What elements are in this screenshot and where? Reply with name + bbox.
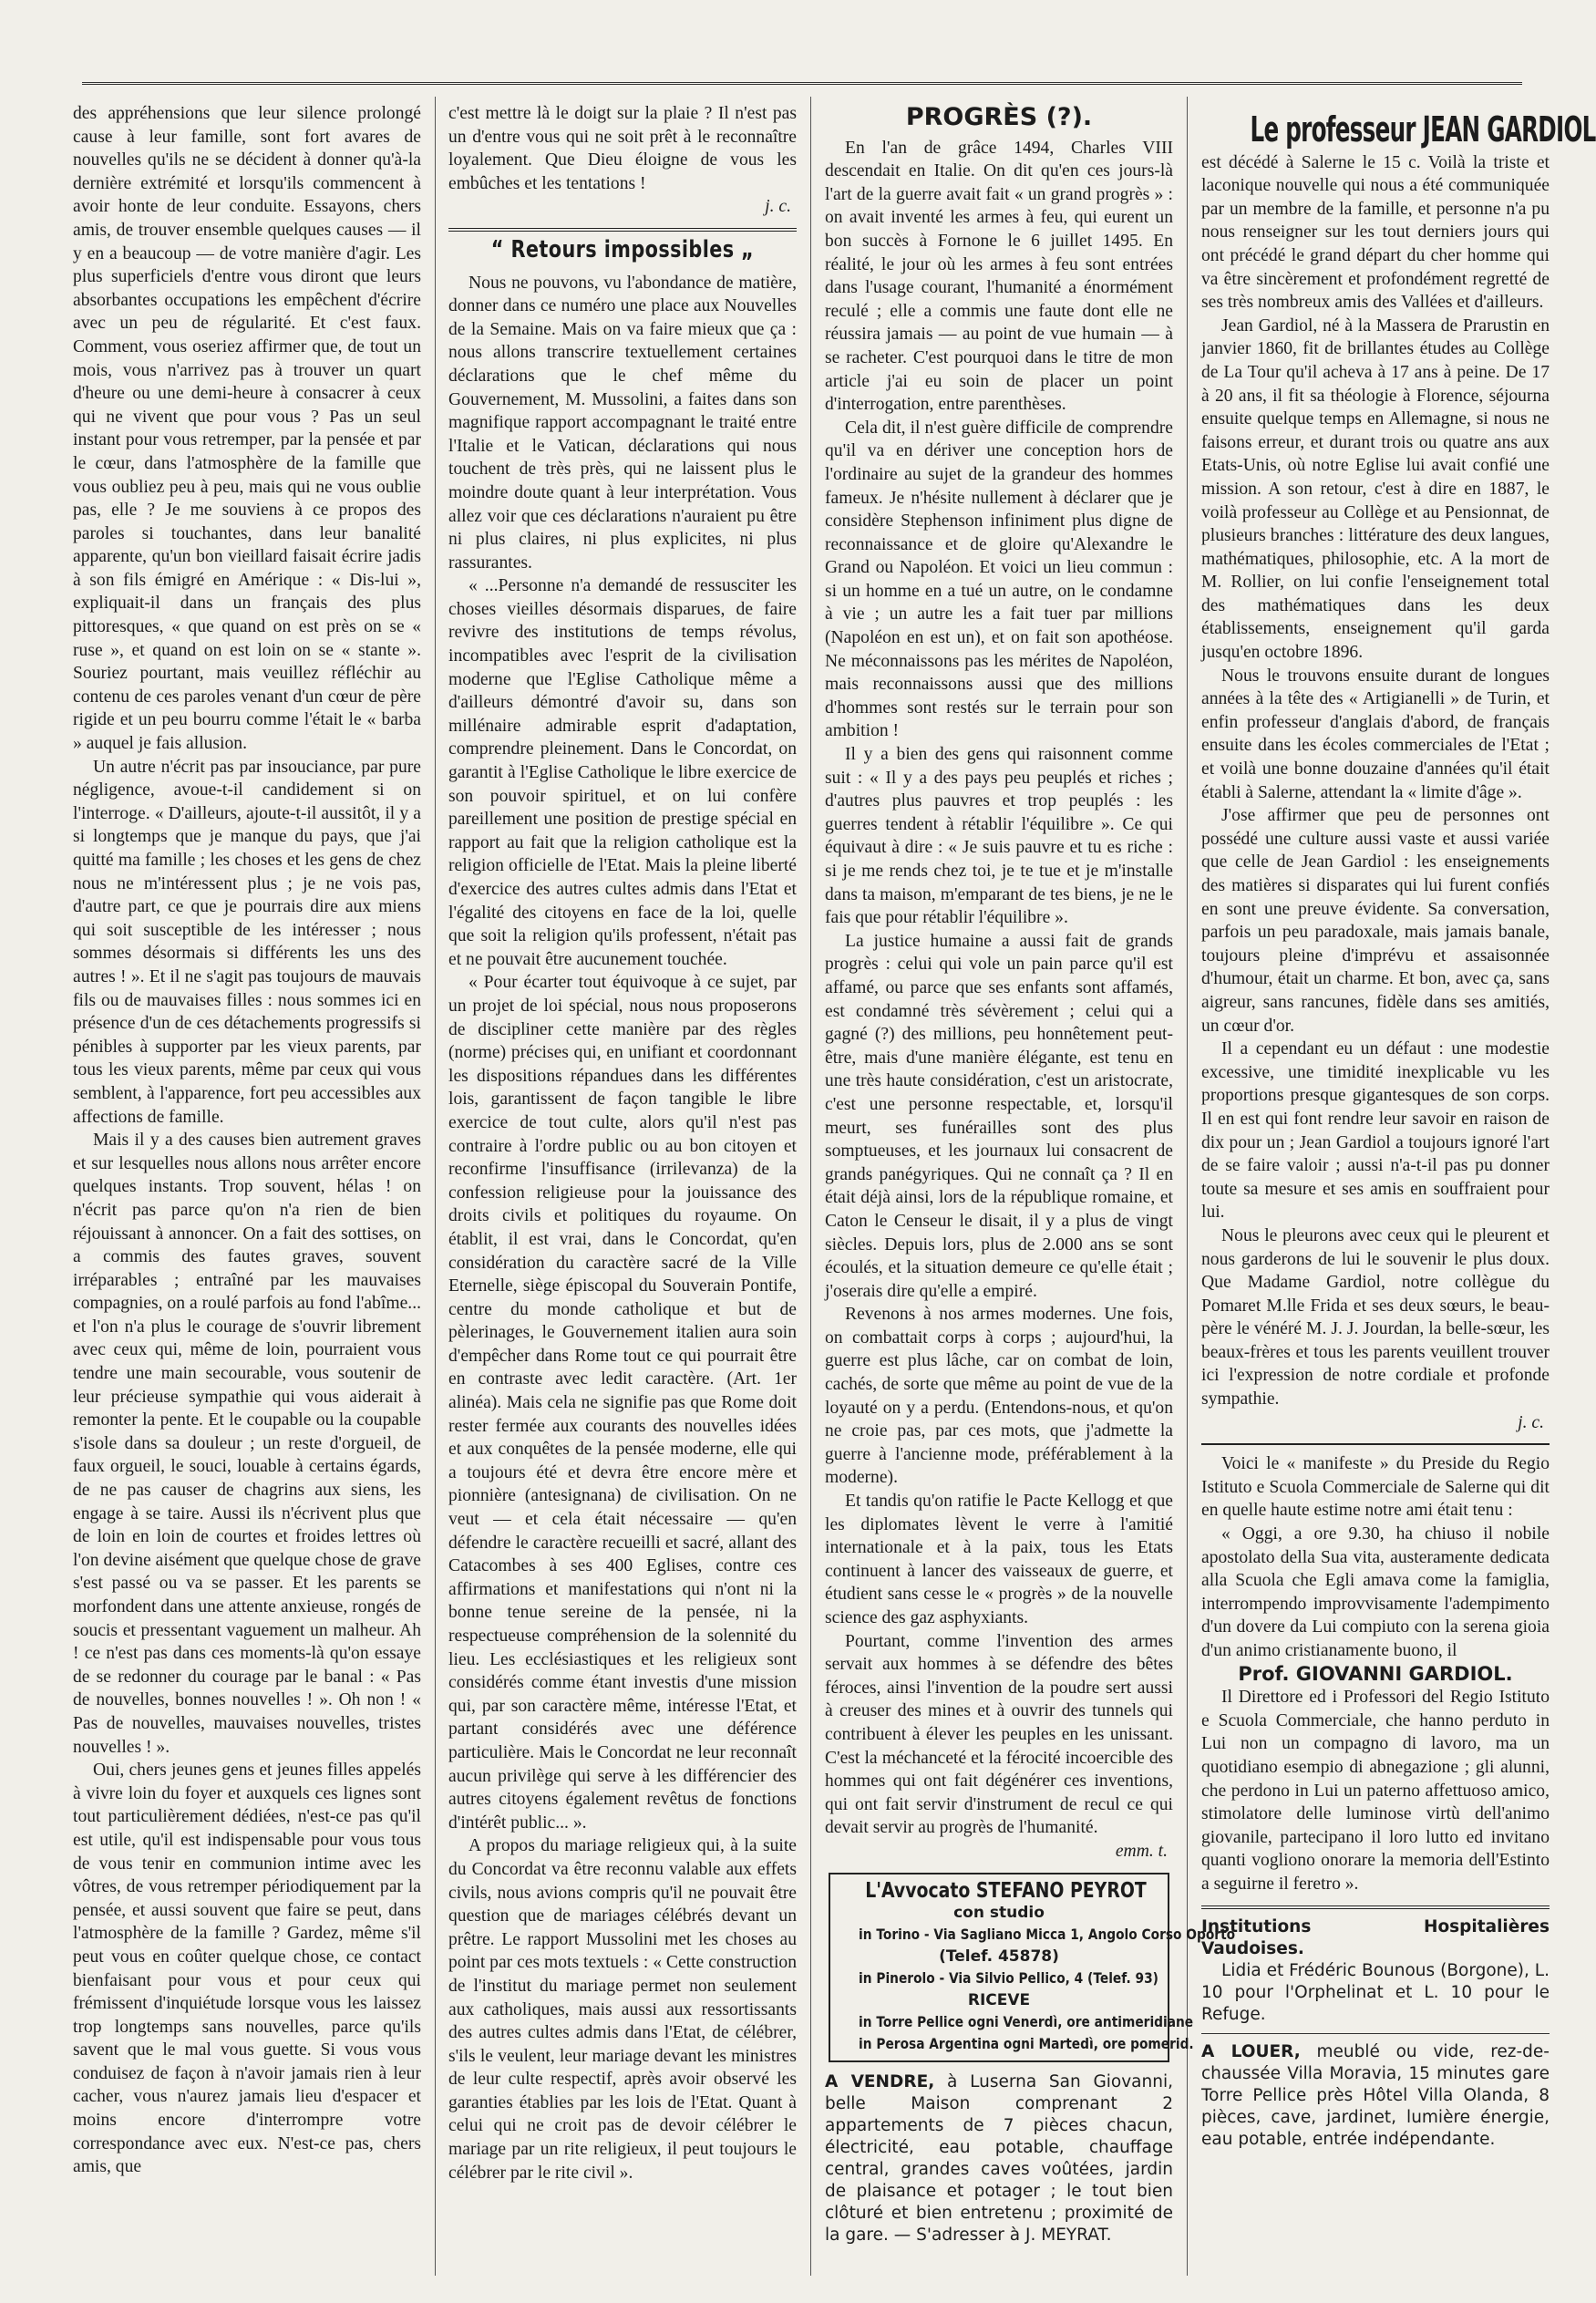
paragraph: « ...Personne n'a demandé de ressusciter les choses vieilles désormais disparues, de faire revivre des institutions de temps révolus, incompatibles avec l'esprit de la civilisation moderne que l'Eglise Catholique même a d'ailleurs démontré d'avoir su, dans son millénaire admirable esprit d'adaptation, comprendre pleinement. Dans le Concordat, on garantit à l'Eglise Catholique le libre exercice de son pouvoir spirituel, et on lui confère pareillement une position de prestige spécial en rapport au fait que la religion catholique est la religion officielle de l'Etat. Mais la pleine liberté d'exercice des autres cultes admis dans l'Etat et l'égalité des citoyens en face de la loi, quelle que soit la religion qu'ils professent, n'était pas et ne pouvait être aucunement touchée. [448,576,797,969]
column-divider [1187,97,1188,2276]
paragraph: c'est mettre là le doigt sur la plaie ? Il n'est pas un d'entre vous qui ne soit prêt à le reconnaître loyalement. Que Dieu éloigne de vous les embûches et les tentations ! [448,104,797,193]
classified-for-rent [1201,2041,1550,2151]
classified-text: meublé ou vide, rez-de-chaussée Villa Moravia, 15 minutes gare Torre Pellice près Hôtel Villa Olanda, 8 pièces, cave, jardinet, lumière énergie, eau potable, entrée indépendante. [1201,2041,1550,2149]
paragraph: Nous ne pouvons, vu l'abondance de matière, donner dans ce numéro une place aux Nouvelles de la Semaine. Mais on va faire mieux que ça : nous allons transcrire textuellement certaines déclarations que le chef même du Gouvernement, M. Mussolini, a faites dans son magnifique rapport accompagnant le traité entre l'Italie et le Vatican, déclarations qui nous touchent de très près, qui ne laissent plus le moindre doute quant à leur interprétation. Vous allez voir que ces déclarations n'auraient pu être ni plus claires, ni plus explicites, ni plus rassurantes. [448,273,797,573]
ad-title: L'Avvocato STEFANO PEYROT [865,1878,1147,1903]
column-divider [435,97,436,2276]
paragraph: Pourtant, comme l'invention des armes servait aux hommes à se défendre des bêtes féroces, ainsi l'invention de la poudre sert aussi à creuser des mines et à ouvrir des tunnels qui contribuent à élever les peuples en les unissant. C'est la méchanceté et la férocité incoercible des hommes qui ont fait dégénérer ces inventions, qui ont fait servir d'instrument de recul ce qui devait servir au progrès de l'humanité. [825,1631,1173,1838]
ad-line: in Torino - Via Sagliano Micca 1, Angolo Corso Oporto [859,1925,1236,1943]
signature: emm. t. [1115,1841,1168,1861]
paragraph: Nous le trouvons ensuite durant de longues années à la tête des « Artigianelli » de Turin, et enfin professeur d'anglais d'abord, de français ensuite dans les écoles commerciales de l'Etat ; et voilà une bonne douzaine d'années qu'il était établi à Salerne, attendant la « limite d'âge ». [1201,666,1550,802]
article-title: Le professeur JEAN GARDIOL [1250,109,1596,150]
ad-line: in Torre Pellice ogni Venerdì, ore antimeridiane [859,2012,1194,2030]
column-1 [73,102,421,2281]
notice-title: Institutions Hospitalières Vaudoises. [1201,1916,1550,1958]
institutions-notice [1201,1916,1550,2026]
paragraph: Voici le « manifeste » du Preside du Regio Istituto e Scuola Commerciale de Salerne qui dit en quelle haute estime notre ami était tenu : [1201,1454,1550,1521]
ad-line: in Pinerolo - Via Silvio Pellico, 4 (Telef. 93) [859,1968,1158,1987]
paragraph: A propos du mariage religieux qui, à la suite du Concordat va être reconnu valable aux effets civils, nous avions compris qu'il ne pouvait être question que de mariages célébrés devant un prêtre. Le rapport Mussolini met les choses au point par ces mots textuels : « Cette construction de l'institut du mariage permet non seulement aux catholiques, mais aussi aux ressortissants des autres cultes admis dans l'Etat, de célébrer, s'ils le veulent, leur mariage devant les ministres de leur culte respectif, après avoir observé les garanties établies par les lois de l'Etat. Quant à celui qui ne croit pas de devoir célébrer le mariage par un rite religieux, il peut toujours le célébrer par le rite civil ». [448,1836,798,2183]
paragraph: Un autre n'écrit pas par insouciance, par pure négligence, avoue-t-il candidement si on l'interroge. « D'ailleurs, ajoute-t-il aussitôt, il y a si longtemps que je manque du pays, que j'ai quitté ma famille ; les choses et les gens de chez nous ne m'intéressent plus ; je ne vois pas, d'autre part, ce que je pourrais dire aux miens qui soit susceptible de les intéresser ; nous sommes désormais si différents les uns des autres ! ». Et il ne s'agit pas toujours de mauvais fils ou de mauvaises filles : nous sommes ici en présence d'un de ces détachements progressifs si pénibles à supporter par les vieux parents, par tous les vieux parents, même par ceux qui vous semblent, à l'apparence, fort peu accessibles aux affections de famille. [73,757,421,1127]
paragraph: Mais il y a des causes bien autrement graves et sur lesquelles nous allons nous arrêter encore quelques instants. Trop souvent, hélas ! on n'écrit pas parce qu'on n'a rien de bien réjouissant à annoncer. On a fait des sottises, on a commis des fautes graves, souvent irréparables ; entraîné par les mauvaises compagnies, on a roulé parfois au fond l'abîme... et l'on n'a plus le courage de s'ouvrir librement avec ceux qui, même de loin, pourraient vous tendre une main secourable, vous soutenir de leur précieuse sympathie qui vous aiderait à remonter la pente. Et le coupable ou la coupable s'isole dans sa douleur ; un reste d'orgueil, de faux orgueil, le souci, louable à certains égards, de ne pas causer de chagrins aux siens, les engage à se taire. Aussi ils n'écrivent plus que de loin en loin de courtes et froides lettres où l'on devine aisément que quelque chose de grave s'est passé ou va se passer. Et les parents se morfondent dans une attente anxieuse, rongés de soucis et pressentant vaguement un malheur. Ah ! ce n'est pas dans ces moments-là qu'on essaye de se redonner du courage par le banal : « Pas de nouvelles, bonnes nouvelles ! ». Oh non ! « Pas de nouvelles, mauvaises nouvelles, tristes nouvelles ! ». [73,1131,421,1757]
paragraph: « Oggi, a ore 9.30, ha chiuso il nobile apostolato della Sua vita, austeramente dedicata alla Scuola che Egli amava come la famiglia, interrompendo improvvisamente l'adempimento d'un dovere da Lui compiuto con la serena gioia d'un animo cristianamente buono, il [1201,1524,1550,1660]
divider [1201,2033,1550,2034]
paragraph: Nous le pleurons avec ceux qui le pleurent et nous garderons de lui le souvenir le plus doux. Que Madame Gardiol, notre collègue du Pomaret M.lle Frida et ses deux sœurs, le beau-père le vénéré M. J. J. Jourdan, la belle-sœur, les beaux-frères et tous les parents veuillent trouver ici l'expression de notre cordiale et profonde sympathie. [1201,1225,1550,1410]
article-title: PROGRÈS (?). [905,103,1093,131]
ad-line: con studio [953,1903,1045,1922]
column-2 [448,102,797,2281]
paragraph: des appréhensions que leur silence prolongé cause à leur famille, sont fort avares de nouvelles qu'ils ne se décident à donner qu'à-la dernière extrémité et lorsqu'ils commencent à avoir honte de leur conduite. Essayons, chers amis, de trouver ensemble quelques causes — il y en a beaucoup — de votre manière d'agir. Les plus superficiels d'entre vous diront que leurs absorbantes occupations les empêchent d'écrire avec un peu de régularité. Et c'est faux. Comment, vous oseriez affirmer que, de tout un mois, vous n'arrivez pas à trouver un quart d'heure ou une demi-heure à consacrer à ceux qui ne vivent que pour vous ? Pas un seul instant pour vous retremper, par la pensée et par le cœur, dans l'atmosphère de la famille que vous oubliez peu à peu, mais qui ne vous oublie pas, elle ? Je me souviens à ce propos des paroles si touchantes, dans leur banalité apparente, qu'un bon vieillard faisait écrire jadis à son fils émigré en Amérique : « Dis-lui », expliquait-il dans un français des plus pittoresques, « que quand on est près on se « ruse », et quand on est loin on se « stante ». Souriez pourtant, mais veuillez réfléchir au contenu de ces paroles venant d'un cœur de père rigide et un peu bourru comme l'était le « barba » auquel je fais allusion. [73,104,421,754]
column-4 [1201,102,1596,2281]
classified-lead: A VENDRE, [825,2071,935,2091]
paragraph: Il a cependant eu un défaut : une modestie excessive, une timidité inexplicable vu les proportions presque gigantesques de son corps. Il en est qui font rendre leur savoir en raison de dix pour un ; Jean Gardiol a toujours ignoré l'art de se faire valoir ; aussi n'a-t-il pas pu donner toute sa mesure et ses amis en souffraient pour lui. [1201,1039,1550,1223]
lawyer-advertisement [829,1873,1236,2062]
ad-line: in Perosa Argentina ogni Martedì, ore pomerid. [859,2034,1194,2052]
column-3 [825,102,1236,2281]
paragraph: La justice humaine a aussi fait de grands progrès : celui qui vole un pain parce qu'il est affamé, ou parce que ses enfants sont affamés, est condamné très sévèrement ; celui qui a gagné (?) des millions, peu honnêtement peut-être, mais d'une manière élégante, est tenu en une très haute considération, c'est un aristocrate, c'est une personne respectable, et, lorsqu'il meurt, ses funérailles sont des plus somptueuses, et les journaux lui consacrent de grands panégyriques. Qui ne connaît ça ? Il en était déjà ainsi, lors de la république romaine, et Caton le Censeur le disait, il y a plus de vingt siècles. Depuis lors, plus de 2.000 ans se sont écoulés, et la situation demeure ce qu'elle était ; j'oserais dire qu'elle a empiré. [825,931,1173,1301]
article-separator [448,228,797,232]
paragraph: Oui, chers jeunes gens et jeunes filles appelés à vivre loin du foyer et auxquels ces lignes sont tout particulièrement dédiées, n'est-ce pas qu'il est utile, qu'il est indispensable pour vous tous de vous tenir en communion intime avec les vôtres, de vous retremper périodiquement par la pensée, et aussi souvent que faire se peut, dans l'atmosphère de la famille ? Gardez, même s'il peut vous en coûter quelque chose, ce contact bienfaisant pour vous et pour ceux qui frémissent d'inquiétude lorsque vous les laissez trop longtemps sans nouvelles, parce qu'ils savent que le mal vous guette. Si vous vous conduisez de façon à n'avoir jamais rien à leur cacher, vous n'aurez jamais lieu d'espacer et moins encore d'interrompre votre correspondance avec eux. N'est-ce pas, chers amis, que [73,1761,421,2177]
paragraph: « Pour écarter tout équivoque à ce sujet, par un projet de loi spécial, nous nous proposerons de discipliner cette manière par des règles (norme) précises qui, en unifiant et coordonnant les dispositions répandues dans les différentes lois, garantissent de façon tangible le libre exercice de tout culte, alors qu'il n'est pas contraire à l'ordre public ou au bon citoyen et reconfirme l'insuffisance (irrilevanza) de la confession religieuse pour la jouissance des droits civils et politiques du royaume. On établit, il est vrai, dans le Concordat, qu'en considération du caractère sacré de la Ville Eternelle, siège épiscopal du Souverain Pontife, centre du monde catholique et but de pèlerinages, le Gouvernement italien aura soin d'empêcher dans Rome tout ce qui pourrait être en contraste avec ledit caractère. (Art. 1er alinéa). Mais cela ne signifie pas que Rome doit rester fermée aux courants des nouvelles idées et aux conquêtes de la pensée moderne, elle qui a toujours été et devra être encore mère et pionnière (antesignana) de civilisation. On ne veut — et cela était nécessaire — qu'en défendre le caractère recueilli et sacré, allant des Catacombes à ses 400 Eglises, contre ces affirmations et manifestations qui n'ont ni la bonne tenue sereine de la pensée, ni la respectueuse compréhension de la solennité du lieu. Les ecclésiastiques et les religieux sont considérés comme étant investis d'une mission qui, par son caractère même, intéresse l'Etat, et partant considérés avec une déférence particulière. Mais le Concordat ne leur reconnaît aucun privilège qui serve à les différencier des autres citoyens également revêtus de fonctions d'intérêt public... ». [448,973,797,1833]
paragraph: En l'an de grâce 1494, Charles VIII descendait en Italie. On dit qu'en ces jours-là l'art de la guerre avait fait « un grand progrès » : on avait inventé les armes à feu, qui eurent un bon succès à Fornone le 6 juillet 1495. En réalité, le jour où les armes à feu sont entrées dans l'usage courant, l'humanité a énormément reculé ; elle a commis une faute dont elle ne réussira jamais — au point de vue humain — à se racheter. C'est pourquoi dans le titre de mon article j'ai eu soin de placer un point d'interrogation, entre parenthèses. [825,138,1173,415]
paragraph: Et tandis qu'on ratifie le Pacte Kellogg et que les diplomates lèvent le verre à l'amitié internationale et à la paix, tous les Etats continuent à lancer des vaisseaux de guerre, et étudient sans cesse le « progrès » de la nouvelle science des gaz asphyxiants. [825,1492,1173,1627]
article-separator [1201,1905,1550,1909]
deceased-name: Prof. GIOVANNI GARDIOL. [1238,1662,1513,1685]
paragraph: est décédé à Salerne le 15 c. Voilà la triste et laconique nouvelle qui nous a été communiquée par un membre de la famille, et personne n'a pu nous renseigner sur les tout derniers jours qui ont précédé le grand départ du cher homme qui va être sincèrement et profondément regretté de ses très nombreux amis des Vallées et d'ailleurs. [1201,152,1550,313]
paragraph: Il y a bien des gens qui raisonnent comme suit : « Il y a des pays peu peuplés et riches ; d'autres plus pauvres et trop peuplés : les guerres tendent à rétablir l'équilibre ». Ce qui équivaut à dire : « Je suis pauvre et tu es riche : si je me rends chez toi, je te tue et je m'installe dans ta maison, m'emparant de tes biens, je ne le fais que pour rétablir l'équilibre ». [825,745,1173,928]
article-separator [1201,1443,1550,1445]
classified-for-sale [825,2071,1173,2246]
classified-lead: A LOUER, [1201,2041,1301,2061]
column-divider [810,97,811,2276]
paragraph: Revenons à nos armes modernes. Une fois, on combattait corps à corps ; aujourd'hui, la guerre est plus lâche, car on combat de loin, cachés, de sorte que même au point de vue de la loyauté on y a perdu. (Entendons-nous, et qu'on ne croie pas, par ces mots, que j'admette la guerre à l'ancienne mode, préférablement à la moderne). [825,1305,1173,1488]
notice-text: Lidia et Frédéric Bounous (Borgone), L. 10 pour l'Orphelinat et L. 10 pour le Refuge. [1201,1960,1550,2024]
paragraph: Cela dit, il n'est guère difficile de comprendre qu'il va en dériver une conception hors de l'ordinaire au sujet de la grandeur des hommes fameux. Je n'hésite nullement à déclarer que je considère Stephenson infiniment plus digne de reconnaissance et de gloire qu'Alexandre le Grand ou Napoléon. Et voici un lieu commun : si un homme en a tué un autre, on le condamne à vie ; un autre les a fait tuer par millions (Napoléon en est un), et on fait son apothéose. Ne méconnaissons pas les mérites de Napoléon, mais reconnaissons aussi que des millions d'hommes sont restés sur le terrain pour son ambition ! [825,418,1173,741]
signature: j. c. [1518,1412,1544,1432]
paragraph: J'ose affirmer que peu de personnes ont possédé une culture aussi vaste et aussi variée que celle de Jean Gardiol : les enseignements des matières si disparates qui lui furent confiés en sont une preuve évidente. Sa conversation, parfois un peu paradoxale, mais jamais banale, toujours pleine d'imprévu et assaisonnée d'humour, était un charme. Et bon, avec ça, sans aigreur, sans rancunes, fidèle dans ses amitiés, un cœur d'or. [1201,806,1550,1036]
article-title: “ Retours impossibles „ [490,235,755,263]
signature: j. c. [765,197,791,217]
classified-text: à Luserna San Giovanni, belle Maison comprenant 2 appartements de 7 pièces chacun, électricité, eau potable, chauffage central, grandes caves voûtées, jardin de plaisance et potager ; le tout bien clôturé et bien entretenu ; proximité de la gare. — S'adresser à J. MEYRAT. [825,2071,1173,2245]
paragraph: Jean Gardiol, né à la Massera de Prarustin en janvier 1860, fit de brillantes études au Collège de La Tour qu'il acheva à 17 ans à peine. De 17 à 20 ans, il fit sa théologie à Florence, séjourna ensuite quelque temps en Allemagne, si nous ne faisons erreur, et durant trois ou quatre ans aux Etats-Unis, où notre Eglise lui avait confié une mission. A son retour, c'est à dire en 1887, le voilà professeur au Collège et au Pensionnat, de plusieurs branches : littérature des deux langues, mathématiques, philosophie, etc. A la mort de M. Rollier, on lui confie l'enseignement total des mathématiques dans les deux établissements, enseignement qu'il garda jusqu'en octobre 1896. [1201,315,1550,663]
paragraph: Il Direttore ed i Professori del Regio Istituto e Scuola Commerciale, che hanno perduto in Lui non un compagno di lavoro, ma un quotidiano esempio di abnegazione ; gli alunni, che perdono in Lui un paterno affettuoso amico, stimolatore delle luminose virtù dell'animo giovanile, partecipano il loro lutto ed invitano quanti vogliono onorare la memoria dell'Estinto a seguirne il feretro ». [1201,1688,1550,1894]
ad-line: (Telef. 45878) [939,1947,1059,1966]
top-rule [82,82,1522,85]
ad-line: RICEVE [967,1990,1031,2009]
